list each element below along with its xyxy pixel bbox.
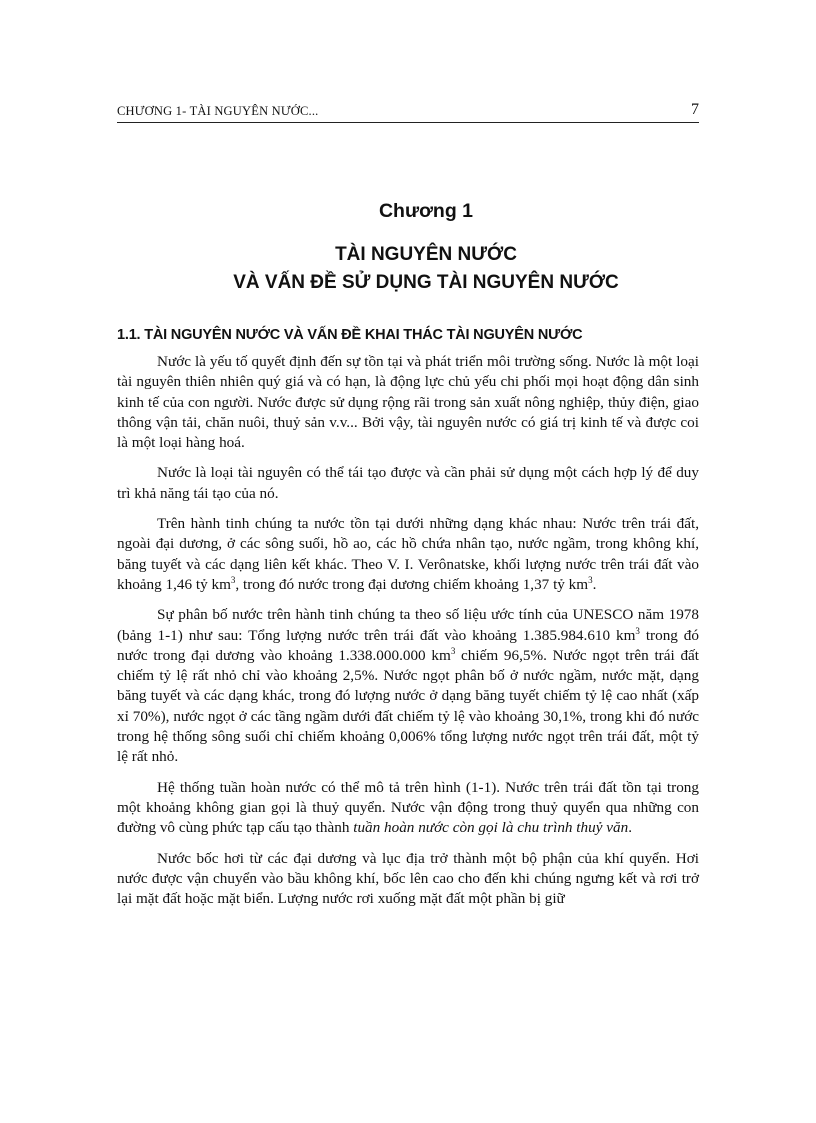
running-header bbox=[117, 100, 699, 123]
chapter-title-line-1: TÀI NGUYÊN NƯỚC bbox=[335, 244, 517, 265]
superscript-km3: 3 bbox=[450, 645, 456, 656]
section-heading: 1.1. TÀI NGUYÊN NƯỚC VÀ VẤN ĐỀ KHAI THÁC TÀI NGUYÊN NƯỚC bbox=[117, 327, 583, 343]
paragraph-3 bbox=[117, 514, 699, 595]
paragraph-3-text-b: , trong đó nước trong đại dương chiếm khoảng 1,37 tỷ km bbox=[235, 575, 589, 593]
body-text bbox=[117, 352, 699, 919]
paragraph-5-italic-term: tuần hoàn nước còn gọi là chu trình thuỷ văn bbox=[353, 819, 629, 837]
paragraph-6: Nước bốc hơi từ các đại dương và lục địa trở thành một bộ phận của khí quyển. Hơi nước được vận chuyển vào bầu không khí, bốc lên cao cho đến khi chúng ngưng kết và rơi trở lại mặt đất hoặc mặt biển. Lượng nước rơi xuống mặt đất một phần bị giữ bbox=[117, 849, 699, 908]
chapter-title bbox=[0, 241, 816, 297]
paragraph-3-text-c: . bbox=[592, 575, 597, 593]
paragraph-4-text-b: trong đó nước trong đại dương vào khoảng 1.338.000.000 km bbox=[117, 626, 699, 664]
paragraph-5-text-b: . bbox=[628, 819, 632, 837]
paragraph-3-text-a: Trên hành tinh chúng ta nước tồn tại dưới những dạng khác nhau: Nước trên trái đất, ngoài đại dương, ở các sông suối, hồ ao, các hồ chứa nhân tạo, nước ngầm, trong không khí, băng tuyết và các dạng liên kết khác. Theo V. I. Verônatske, khối lượng nước trên trái đất vào khoảng 1,46 tỷ km bbox=[117, 515, 699, 593]
paragraph-2: Nước là loại tài nguyên có thể tái tạo được và cần phải sử dụng một cách hợp lý để duy trì khả năng tái tạo của nó. bbox=[117, 464, 699, 502]
chapter-label: Chương 1 bbox=[378, 200, 474, 222]
paragraph-4-text-a: Sự phân bố nước trên hành tinh chúng ta theo số liệu ước tính của UNESCO năm 1978 (bảng 1-1) như sau: Tổng lượng nước trên trái đất vào khoảng 1.385.984.610 km bbox=[117, 606, 699, 644]
paragraph-1: Nước là yếu tố quyết định đến sự tồn tại và phát triển môi trường sống. Nước là một loại tài nguyên thiên nhiên quý giá và có hạn, là động lực chủ yếu chi phối mọi hoạt động dân sinh kinh tế của con người. Nước được sử dụng rộng rãi trong sản xuất nông nghiệp, thủy điện, giao thông vận tải, chăn nuôi, thuỷ sản v.v... Bởi vậy, tài nguyên nước có giá trị kinh tế và được coi là một loại hàng hoá. bbox=[117, 353, 699, 452]
paragraph-4 bbox=[117, 605, 699, 767]
paragraph-5 bbox=[117, 778, 699, 839]
running-title: CHƯƠNG 1- TÀI NGUYÊN NƯỚC... bbox=[117, 104, 319, 118]
superscript-km3: 3 bbox=[588, 574, 593, 585]
paragraph-4-text-c: chiếm 96,5%. Nước ngọt trên trái đất chiếm tỷ lệ rất nhỏ chỉ vào khoảng 2,5%. Nước ngọt phân bố ở nước ngầm, nước mặt, dạng băng tuyết và các dạng khác, trong đó lượng nước ở dạng băng tuyết chiếm tỷ lệ cao nhất (xấp xỉ 70%), nước ngọt ở các tầng ngầm dưới đất chiếm tỷ lệ vào khoảng 30,1%, trong khi đó nước trong hệ thống sông suối chỉ chiếm khoảng 0,006% tổng lượng nước ngọt trên trái đất, một tỷ lệ rất nhỏ. bbox=[117, 646, 699, 766]
page-number: 7 bbox=[691, 101, 699, 118]
paragraph-5-text-a: Hệ thống tuần hoàn nước có thể mô tả trên hình (1-1). Nước trên trái đất tồn tại trong một khoảng không gian gọi là thuỷ quyển. Nước vận động trong thuỷ quyển qua những con đường vô cùng phức tạp cấu tạo thành bbox=[117, 778, 699, 837]
superscript-km3: 3 bbox=[635, 625, 640, 636]
superscript-km3: 3 bbox=[230, 574, 236, 585]
chapter-title-line-2: VÀ VẤN ĐỀ SỬ DỤNG TÀI NGUYÊN NƯỚC bbox=[233, 272, 619, 293]
